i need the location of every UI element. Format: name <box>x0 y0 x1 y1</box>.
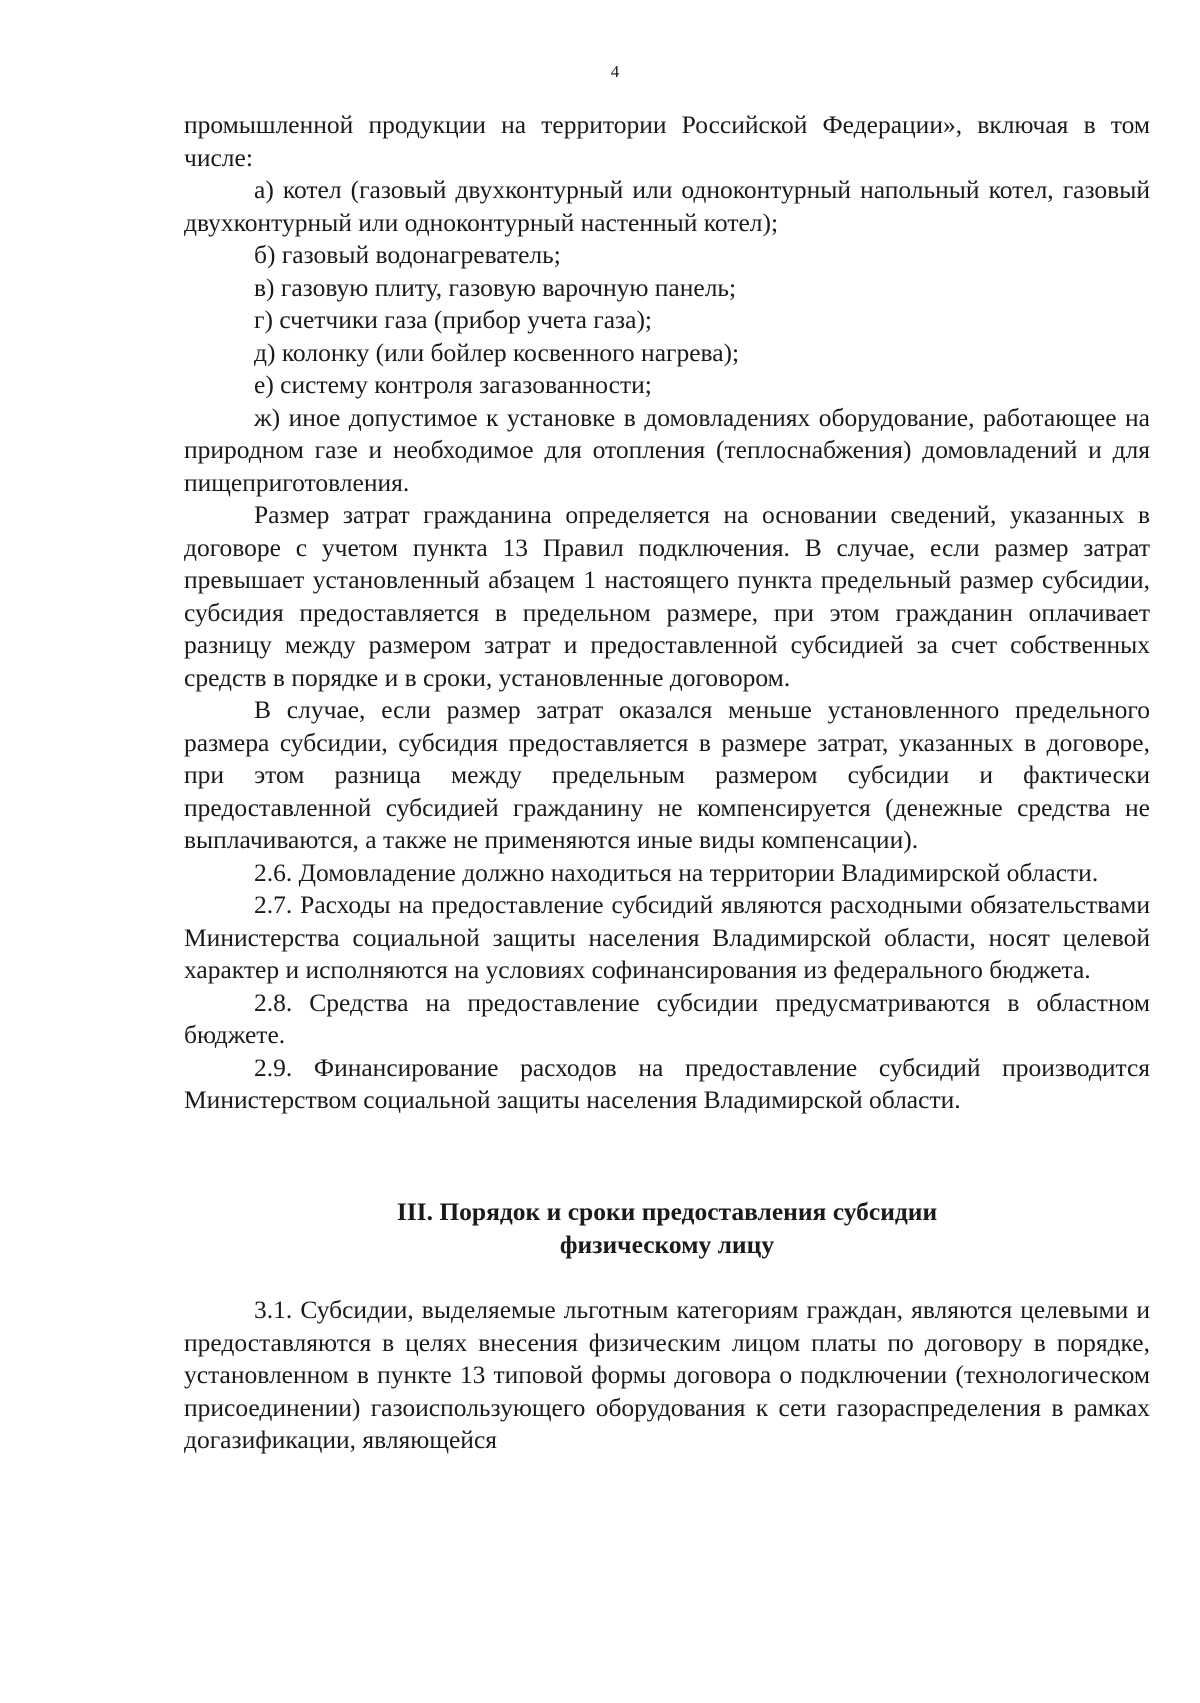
paragraph-2-6: 2.6. Домовладение должно находиться на территории Владимирской области. <box>254 857 1099 887</box>
paragraph-2-7: 2.7. Расходы на предоставление субсидий являются расходными обязательствами Министерства социальной защиты населения Владимирской области, носят целевой характер и исполняются на условиях софинансирования из федерального бюджета. <box>184 890 1150 984</box>
section-heading <box>184 1196 1150 1261</box>
list-item-a: а) котел (газовый двухконтурный или одноконтурный напольный котел, газовый двухконтурный или одноконтурный настенный котел); <box>184 175 1150 237</box>
list-item-zh: ж) иное допустимое к установке в домовладениях оборудование, работающее на природном газе и необходимое для отопления (теплоснабжения) домовладений и для пищеприготовления. <box>184 402 1150 497</box>
body-text-block <box>184 109 1150 1117</box>
paragraph-2-9: 2.9. Финансирование расходов на предоставление субсидий производится Министерством социальной защиты населения Владимирской области. <box>184 1052 1150 1114</box>
list-item-v: в) газовую плиту, газовую варочную панель; <box>254 272 737 302</box>
paragraph-continuation: промышленной продукции на территории Российской Федерации», включая в том числе: <box>184 110 1150 172</box>
paragraph-cost-size: Размер затрат гражданина определяется на основании сведений, указанных в договоре с учетом пункта 13 Правил подключения. В случае, если размер затрат превышает установленный абзацем 1 настоящего пункта предельный размер субсидии, субсидия предоставляется в предельном размере, при этом гражданин оплачивает разницу между размером затрат и предоставленной субсидией за счет собственных средств в порядке и в сроки, установленные договором. <box>184 500 1150 692</box>
list-item-b: б) газовый водонагреватель; <box>254 240 561 269</box>
paragraph-2-8: 2.8. Средства на предоставление субсидии предусматриваются в областном бюджете. <box>184 987 1150 1049</box>
list-item-e: е) систему контроля загазованности; <box>254 370 652 399</box>
list-item-d: д) колонку (или бойлер косвенного нагрева); <box>254 337 740 367</box>
section-heading-line-1: III. Порядок и сроки предоставления субсидии <box>396 1197 938 1226</box>
section-3-text-block <box>184 1294 1150 1457</box>
list-item-g: г) счетчики газа (прибор учета газа); <box>254 305 653 334</box>
paragraph-cost-less: В случае, если размер затрат оказался меньше установленного предельного размера субсидии, субсидия предоставляется в размере затрат, указанных в договоре, при этом разница между предельным размером субсидии и фактически предоставленной субсидией гражданину не компенсируется (денежные средства не выплачиваются, а также не применяются иные виды компенсации). <box>184 695 1150 854</box>
page-number: 4 <box>610 62 620 81</box>
section-heading-line-2: физическому лицу <box>559 1229 775 1259</box>
paragraph-3-1: 3.1. Субсидии, выделяемые льготным категориям граждан, являются целевыми и предоставляются в целях внесения физическим лицом платы по договору в порядке, установленном в пункте 13 типовой формы договора о подключении (технологическом присоединении) газоиспользующего оборудования к сети газораспределения в рамках догазификации, являющейся <box>184 1295 1150 1454</box>
